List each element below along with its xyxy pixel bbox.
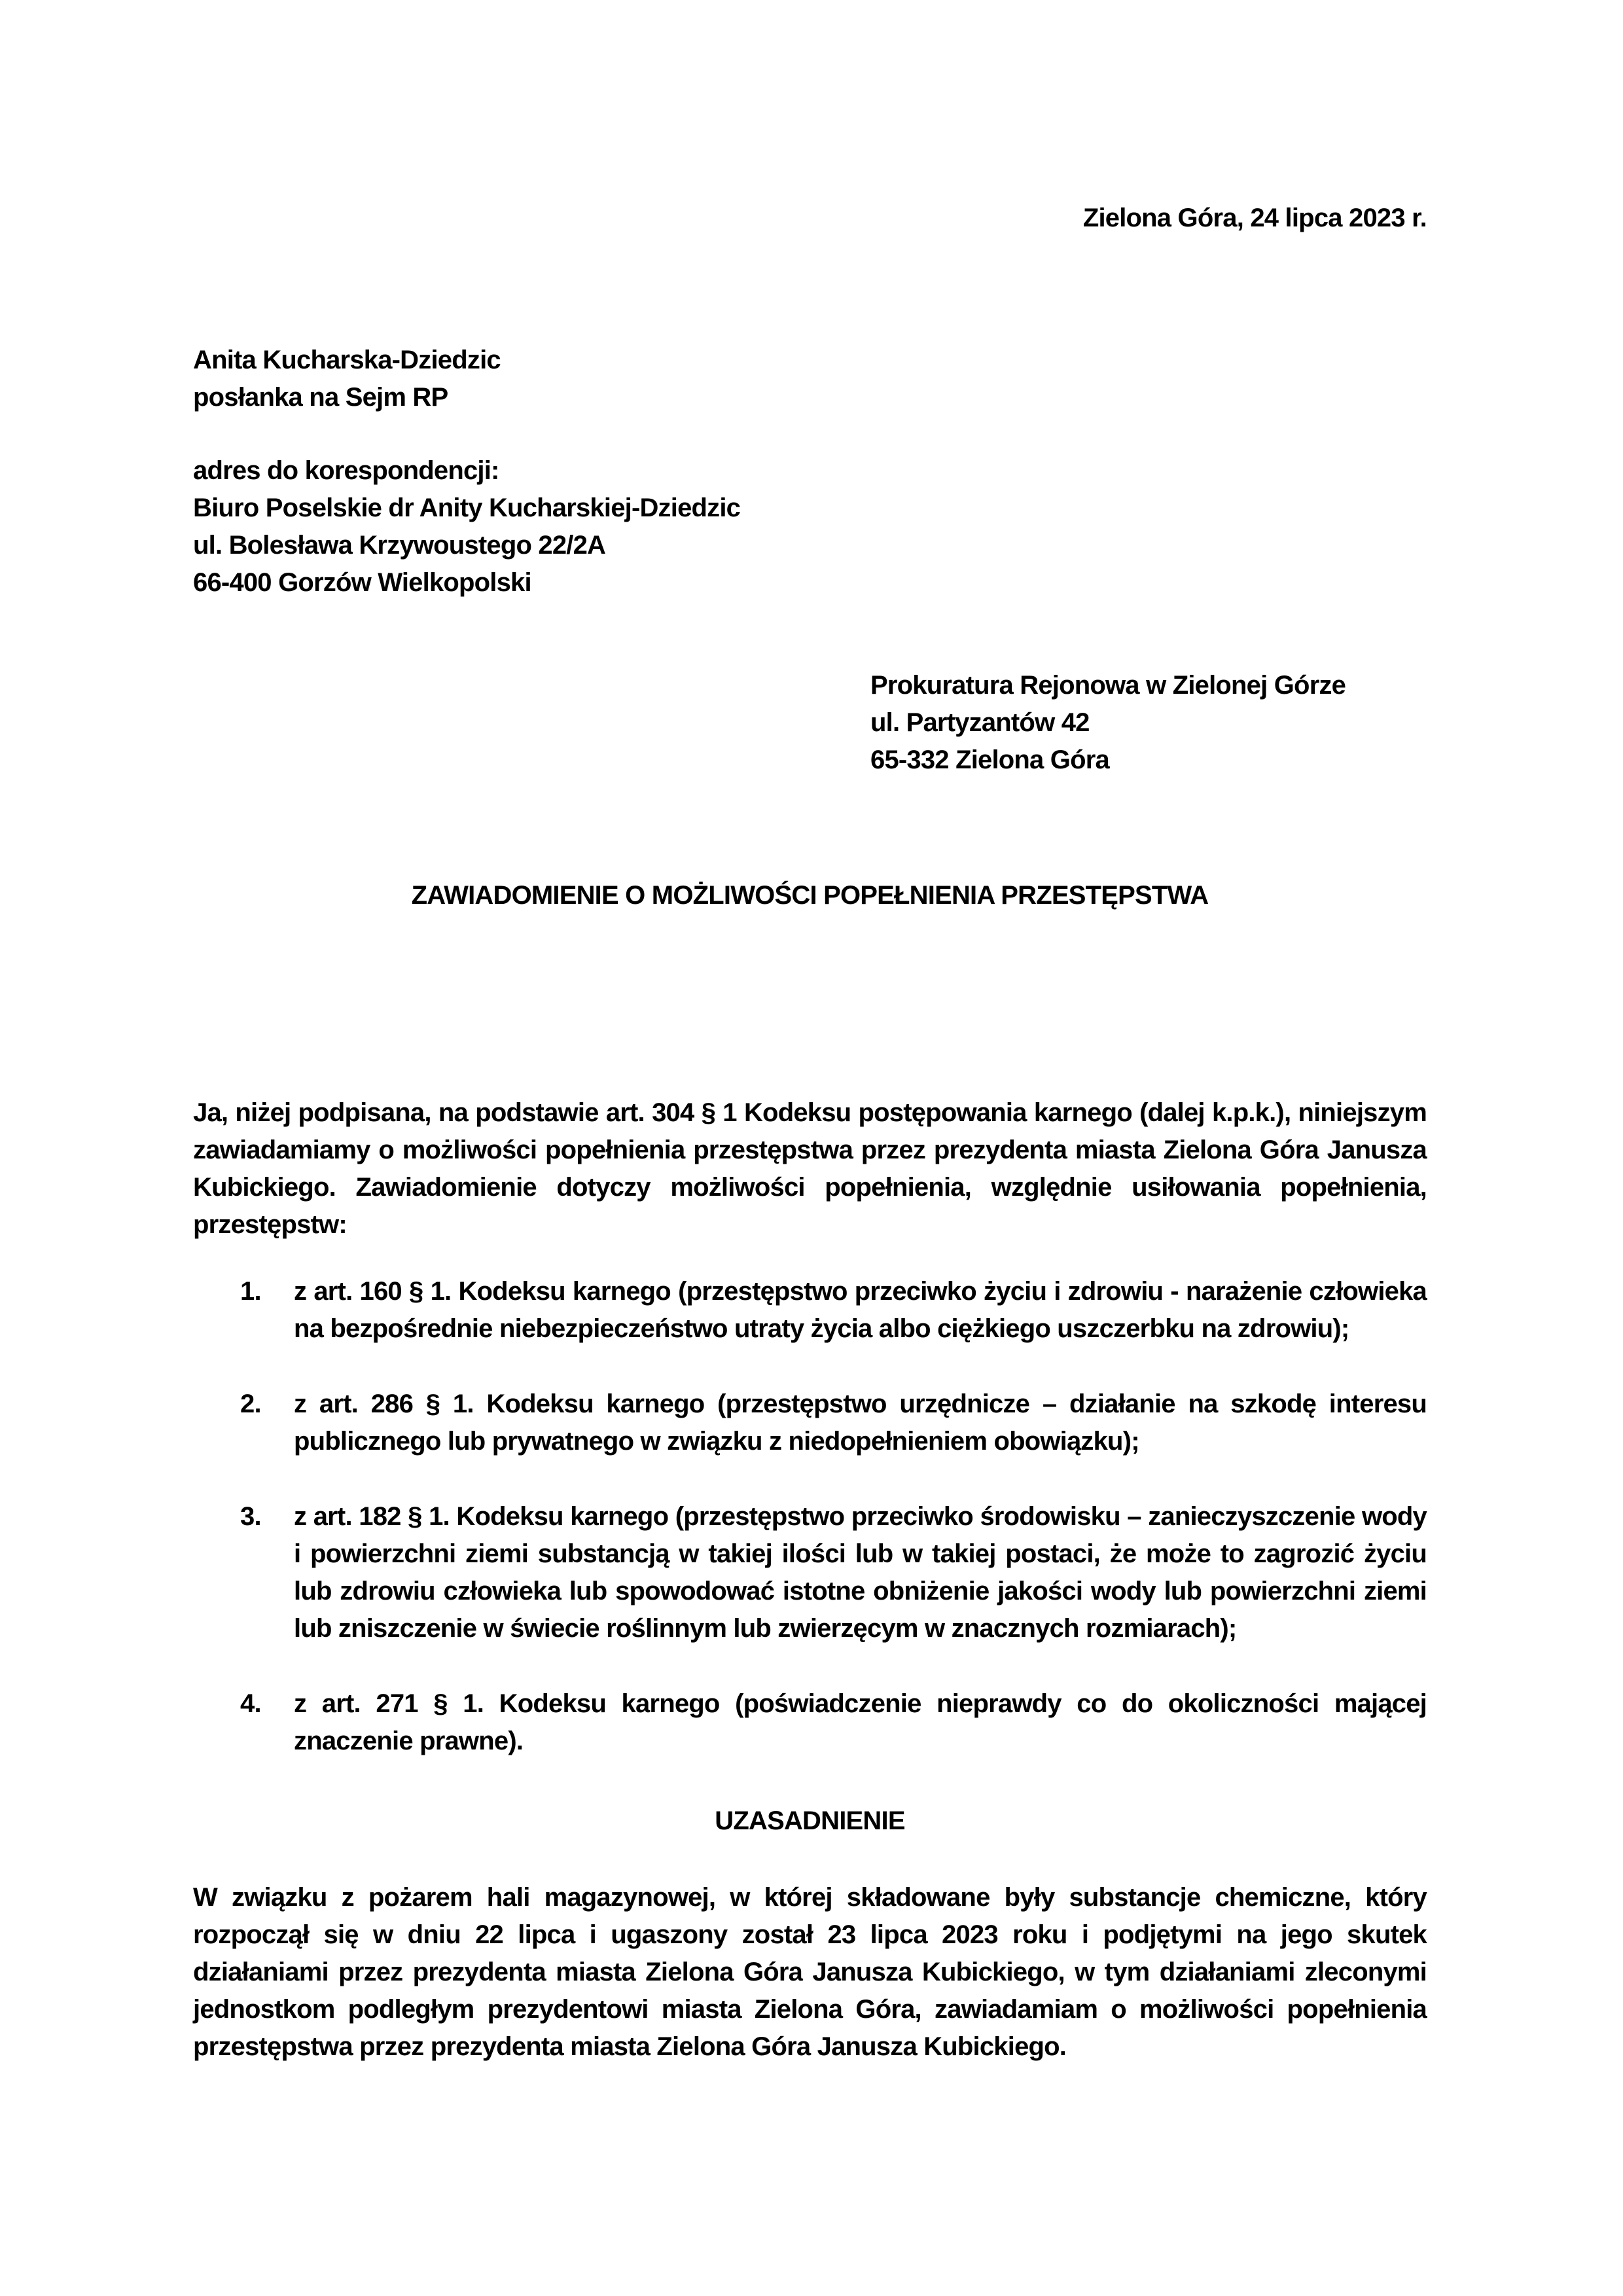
list-item — [193, 1273, 1427, 1348]
list-item-text: z art. 271 § 1. Kodeksu karnego (poświadczenie nieprawdy co do okoliczności mającej znaczenie prawne). — [294, 1689, 1427, 1755]
list-item-text: z art. 160 § 1. Kodeksu karnego (przestępstwo przeciwko życiu i zdrowiu - narażenie człowieka na bezpośrednie niebezpieczeństwo utraty życia albo ciężkiego uszczerbku na zdrowiu); — [294, 1277, 1427, 1343]
recipient-block — [870, 667, 1427, 779]
list-item-number: 2. — [240, 1390, 261, 1418]
list-item — [193, 1498, 1427, 1647]
crime-list — [193, 1273, 1427, 1760]
recipient-line: Prokuratura Rejonowa w Zielonej Górze — [870, 671, 1346, 700]
list-item-number: 1. — [240, 1277, 261, 1306]
sender-name: Anita Kucharska-Dziedzic — [193, 346, 501, 374]
justification-paragraph: W związku z pożarem hali magazynowej, w której składowane były substancje chemiczne, który rozpoczął się w dniu 22 lipca i ugaszony został 23 lipca 2023 roku i podjętymi na jego skutek działaniami przez prezydenta miasta Zielona Góra Janusza Kubickiego, w tym działaniami zleconymi jednostkom podległym prezydentowi miasta Zielona Góra, zawiadamiam o możliwości popełnienia przestępstwa przez prezydenta miasta Zielona Góra Janusza Kubickiego. — [193, 1883, 1427, 2061]
sender-address-line: Biuro Poselskie dr Anity Kucharskiej-Dziedzic — [193, 493, 741, 522]
list-item-text: z art. 286 § 1. Kodeksu karnego (przestępstwo urzędnicze – działanie na szkodę interesu publicznego lub prywatnego w związku z niedopełnieniem obowiązku); — [294, 1390, 1427, 1456]
sender-address-line: ul. Bolesława Krzywoustego 22/2A — [193, 531, 606, 560]
section-heading-uzasadnienie: UZASADNIENIE — [715, 1806, 905, 1835]
date-line: Zielona Góra, 24 lipca 2023 r. — [1082, 204, 1427, 232]
list-item — [193, 1685, 1427, 1760]
list-item-number: 4. — [240, 1689, 261, 1718]
intro-paragraph: Ja, niżej podpisana, na podstawie art. 304 § 1 Kodeksu postępowania karnego (dalej k.p.k.), niniejszym zawiadamiamy o możliwości popełnienia przestępstwa przez prezydenta miasta Zielona Góra Janusza Kubickiego. Zawiadomienie dotyczy możliwości popełnienia, względnie usiłowania popełnienia, przestępstw: — [193, 1098, 1427, 1239]
sender-address-block — [193, 452, 1427, 601]
sender-address-line: 66-400 Gorzów Wielkopolski — [193, 568, 531, 597]
recipient-line: ul. Partyzantów 42 — [870, 708, 1090, 737]
sender-address-label: adres do korespondencji: — [193, 456, 499, 485]
sender-block — [193, 342, 1427, 416]
list-item-text: z art. 182 § 1. Kodeksu karnego (przestępstwo przeciwko środowisku – zanieczyszczenie wody i powierzchni ziemi substancją w takiej ilości lub w takiej postaci, że może to zagrozić życiu lub zdrowiu człowieka lub spowodować istotne obniżenie jakości wody lub powierzchni ziemi lub zniszczenie w świecie roślinnym lub zwierzęcym w znacznych rozmiarach); — [294, 1502, 1427, 1643]
document-title: ZAWIADOMIENIE O MOŻLIWOŚCI POPEŁNIENIA PRZESTĘPSTWA — [411, 881, 1209, 910]
list-item-number: 3. — [240, 1502, 261, 1531]
list-item — [193, 1386, 1427, 1460]
recipient-line: 65-332 Zielona Góra — [870, 745, 1109, 774]
sender-role: posłanka na Sejm RP — [193, 383, 448, 412]
